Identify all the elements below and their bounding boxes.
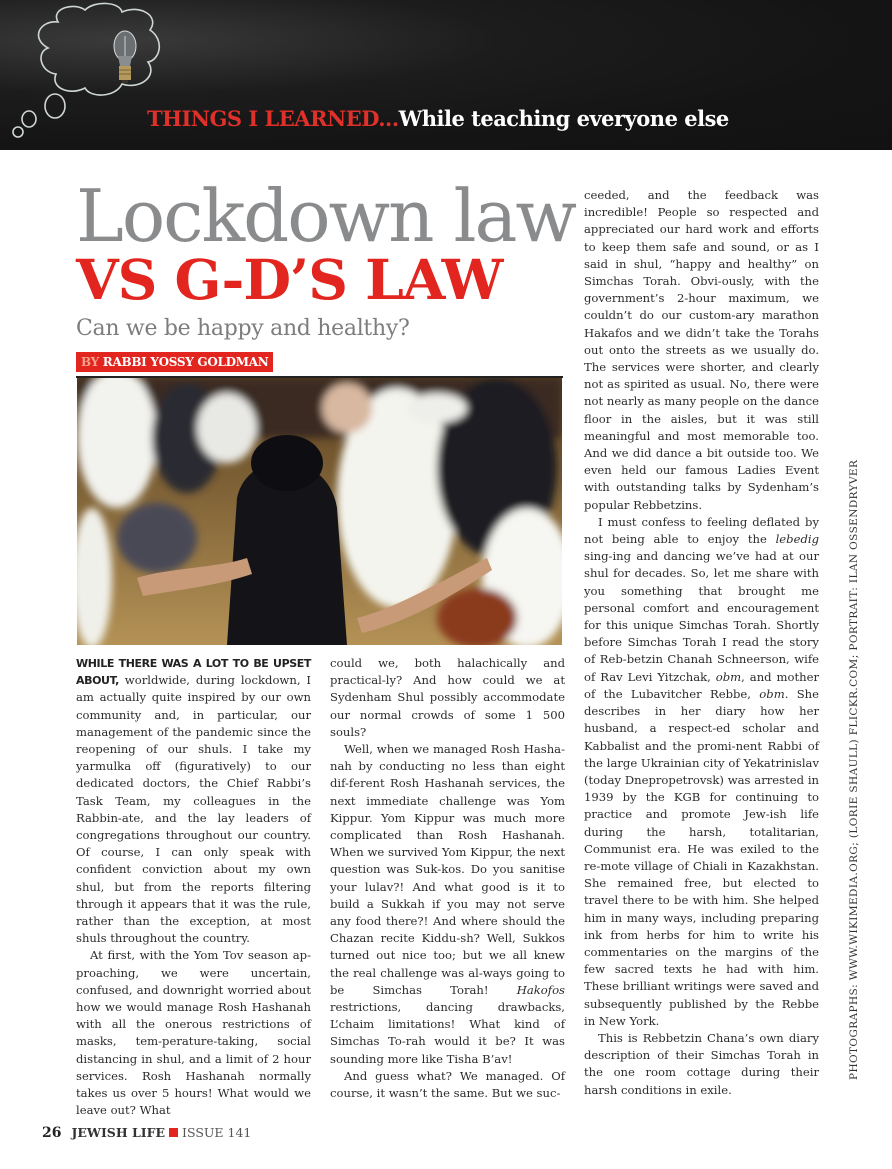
paragraph-text: restrictions, dancing drawbacks, L’chaim limitations! What kind of Simchas To-rah would it be? It was sounding more like Tisha B’av! (330, 1000, 565, 1066)
small-bubble (45, 94, 65, 118)
lead-in: WHILE THERE WAS A LOT TO BE UPSET ABOUT, (76, 657, 311, 688)
section-title (147, 106, 729, 131)
byline-author: RABBI YOSSY GOLDMAN (102, 355, 269, 369)
paragraph: ceeded, and the feedback was incredible! People so respected and appreciated our hard work and efforts to keep them safe and sound, or as I said in shul, “happy and healthy” on Simchas Torah. Obvi-ously, with the government’s 2-hour maximum, we couldn’t do our custom-ary marathon Hakafos and we didn’t take the Torahs out onto the streets as we usually do. The services were shorter, and clearly not as spirited as usual. No, there were not nearly as many people on the dance floor in the aisles, but it was still meaningful and most memorable too. And we did dance a bit outside too. We even held our famous Ladies Event with outstanding talks by Sydenham’s popular Rebbetzins. (584, 188, 819, 512)
headline-line-1: Lockdown law (76, 174, 576, 258)
paragraph (330, 741, 565, 1068)
magazine-name: JEWISH LIFE (71, 1125, 166, 1140)
italic-term: Hakofos (516, 982, 565, 997)
byline-prefix: BY (81, 355, 99, 369)
article-column-2 (330, 655, 565, 1102)
paragraph-text: worldwide, during lockdown, I am actually quite inspired by our own community and, in particular, our management of the pandemic since the reopening of our shuls. I take my yarmulka off (figuratively) to our dedicated doctors, the Chief Rabbi’s Task Team, my colleagues in the Rabbin-ate, and the lay leaders of congregations throughout our country. Of course, I can only speak with confident conviction about my own shul, but from the reports filtering through it appears that it was the rule, rather than the exception, at most shuls throughout the country. (76, 673, 311, 946)
dancing-crowd-photo (77, 378, 562, 645)
lightbulb-icon (114, 31, 136, 83)
header-banner (0, 0, 892, 150)
article-column-1 (76, 655, 311, 1119)
byline (76, 352, 273, 372)
page-number: 26 (42, 1125, 62, 1141)
page-footer (42, 1125, 251, 1141)
photo-credit: PHOTOGRAPHS: WWW.WIKIMEDIA.ORG; (LORIE SHAULL) FLICKR.COM; PORTRAIT: ILAN OSSENDRYVER (848, 459, 860, 1080)
photo-illustration (77, 378, 562, 645)
section-title-white: While teaching everyone else (398, 106, 729, 131)
thought-bubble-icon (13, 3, 159, 137)
paragraph: At first, with the Yom Tov season ap-proaching, we were uncertain, confused, and downright worried about how we would manage Rosh Hashanah with all the onerous restrictions of masks, tem-perature-taking, social distancing in shul, and a limit of 2 hour services. Rosh Hashanah normally takes us over 5 hours! What would we leave out? What (76, 948, 311, 1118)
paragraph-text: , and mother of the Lubavitcher Rebbe, (584, 669, 820, 701)
italic-term: lebedig (775, 532, 819, 547)
paragraph: could we, both halachically and practical-ly? And how could we at Sydenham Shul possibly accommodate our normal crowds of some 1 500 souls? (330, 656, 565, 739)
italic-term: obm (715, 669, 742, 684)
article-column-3 (584, 187, 819, 1099)
paragraph-text: I must confess to feeling deflated by not being able to enjoy the (584, 514, 819, 547)
paragraph-text: sing-ing and dancing we’ve had at our shul for decades. So, let me share with you something that brought me personal comfort and encouragement for this unique Simchas Torah. Shortly before Simchas Torah I read the story of Reb-betzin Chanah Schneerson, wife of Rav Levi Yitzchak, (584, 549, 819, 684)
paragraph (76, 655, 311, 947)
red-square-icon (169, 1128, 178, 1137)
paragraph-text: . She describes in her diary how her husband, a respect-ed scholar and Kabbalist and the promi-nent Rabbi of the large Ukrainian city of Yekatrinislav (today Dnepropetrovsk) was arrested in 1939 by the KGB for continuing to practice and promote Jew-ish life during the harsh, totalitarian, Communist era. He was exiled to the re-mote village of Chiali in Kazakhstan. She remained free, but elected to travel there to be with him. She helped him in many ways, including preparing ink from herbs for him to write his commentaries on the margins of the few sacred texts he had with him. These brilliant writings were saved and subsequently published by the Rebbe in New York. (584, 686, 819, 1028)
section-title-red: THINGS I LEARNED... (147, 106, 399, 131)
subheadline: Can we be happy and healthy? (76, 316, 410, 341)
paragraph-text: Well, when we managed Rosh Hasha-nah by conducting no less than eight dif-ferent Rosh Hashanah services, the next immediate challenge was Yom Kippur. Yom Kippur was much more complicated than Rosh Hashanah. When we survived Yom Kippur, the next question was Suk-kos. Do you sanitise your lulav?! And what good is it to build a Sukkah if you may not serve any food there?! And where should the Chazan recite Kiddu-sh? Well, Sukkos turned out nice too; but we all knew the real challenge was al-ways going to be Simchas Torah! (330, 742, 565, 997)
paragraph (584, 514, 819, 1030)
issue-number: ISSUE 141 (182, 1125, 252, 1140)
paragraph: And guess what? We managed. Of course, it wasn’t the same. But we suc- (330, 1068, 565, 1101)
paragraph: This is Rebbetzin Chana’s own diary description of their Simchas Torah in the one room cottage during their harsh conditions in exile. (584, 1030, 819, 1097)
headline-line-2: VS G-D’S LAW (76, 247, 503, 312)
italic-term: obm (759, 686, 785, 701)
